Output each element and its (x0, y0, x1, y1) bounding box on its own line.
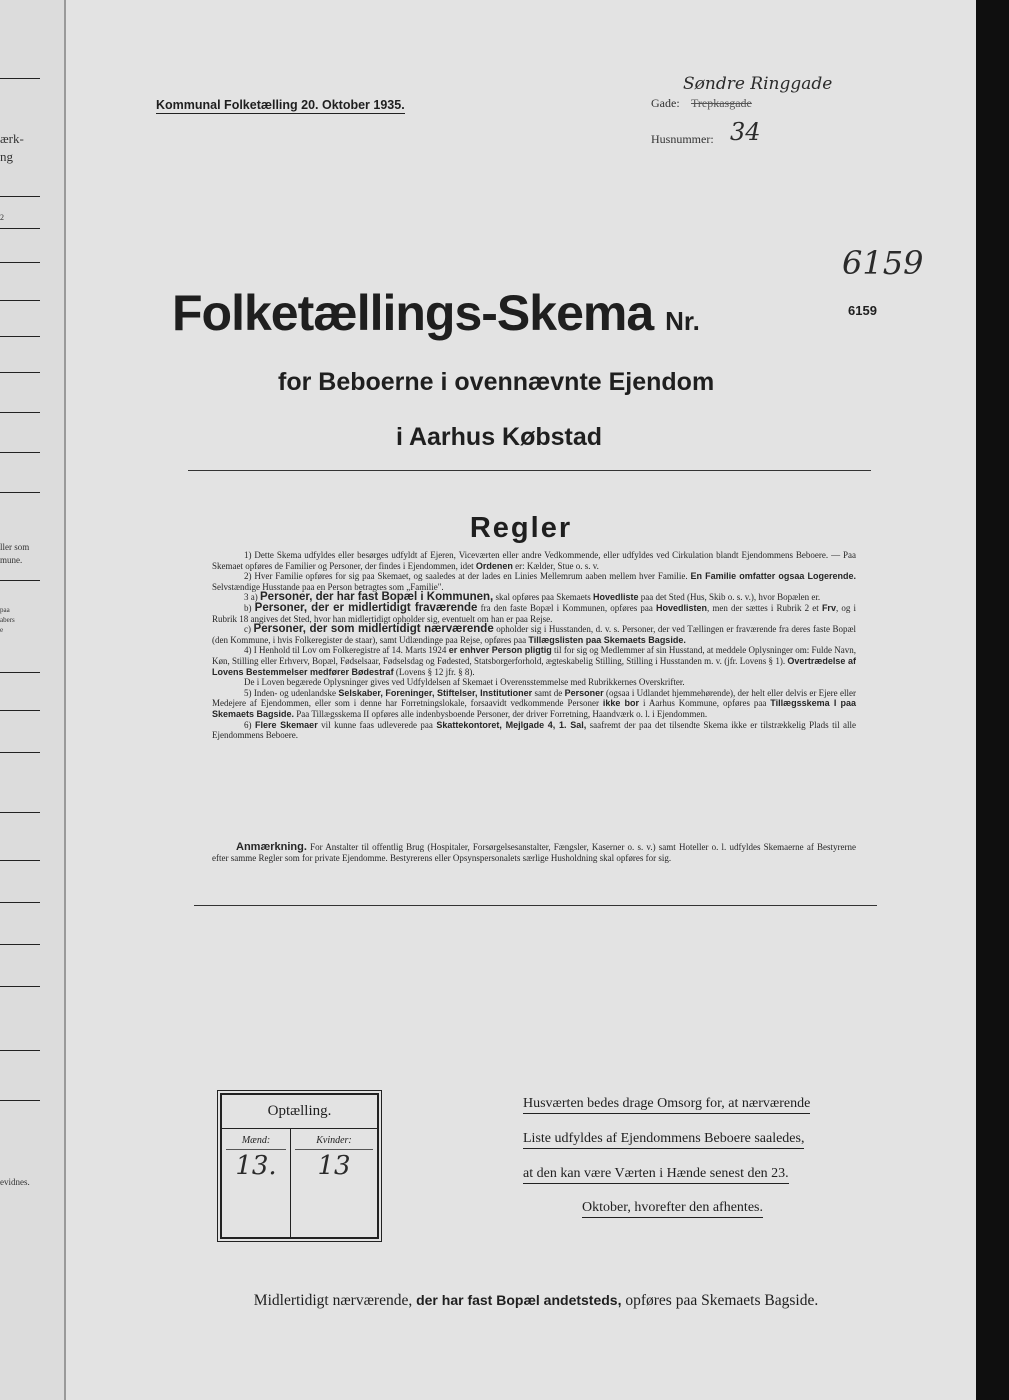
page-fragment-text: evidnes. (0, 1177, 30, 1187)
men-label: Mænd: (241, 1135, 271, 1146)
house-number-value: 34 (730, 118, 761, 146)
count-box (220, 1093, 379, 1239)
ruled-line (0, 452, 40, 453)
footer-note: Midlertidigt nærværende, der har fast Bopæl andetsteds, opføres paa Skemaets Bagside. (253, 1292, 819, 1309)
ruled-line (0, 1050, 40, 1051)
ruled-line (0, 492, 40, 493)
ruled-line (0, 262, 40, 263)
women-count: 13 (317, 1151, 351, 1181)
page-fragment-text: e (0, 626, 4, 634)
men-count: 13. (235, 1151, 277, 1181)
street-handwritten-value: Søndre Ringgade (683, 74, 833, 94)
handwritten-form-number: 6159 (842, 244, 924, 282)
adjacent-page (0, 0, 66, 1400)
ruled-line (0, 1100, 40, 1101)
ruled-line (0, 710, 40, 711)
census-form-page (66, 0, 976, 1400)
divider-line (188, 470, 871, 471)
host-notice-line-4: Oktober, hvorefter den afhentes. (582, 1200, 763, 1218)
ruled-line (0, 412, 40, 413)
street-label: Gade: (651, 96, 680, 110)
rule-3c: c) Personer, der som midlertidigt nærværende opholder sig i Husstanden, d. v. s. Personer, der ved Tællingen er fraværende fra deres faste Bopæl (den Kommune, i hvis Folkeregister de staar), samt Udlændinge paa Rejse, opføres paa Tillægslisten paa Skemaets Bagside. (212, 623, 856, 645)
page-fragment-text: ller som (0, 542, 30, 552)
divider-line (194, 905, 877, 906)
remark-note (212, 842, 856, 864)
ruled-line (0, 812, 40, 813)
host-notice-line-3: at den kan være Værten i Hænde senest den 23. (523, 1166, 789, 1184)
page-fragment-text: mune. (0, 555, 23, 565)
host-notice-line-2: Liste udfyldes af Ejendommens Beboere saaledes, (523, 1131, 804, 1149)
women-label: Kvinder: (316, 1135, 352, 1146)
rules-heading: Regler (469, 512, 573, 544)
page-fragment-text: 2 (0, 213, 4, 222)
rules-text (212, 550, 856, 741)
men-column (222, 1129, 291, 1237)
street-printed-value: Trepkasgade (691, 96, 752, 110)
ruled-line (0, 672, 40, 673)
rule-4: 4) I Henhold til Lov om Folkeregistre af 14. Marts 1924 er enhver Person pligtig til for sig og Medlemmer af sin Husstand, at meddele Oplysninger om: Fulde Navn, Køn, Stilling eller Erhverv, Bopæl, Fødselsaar, Fødselsdag og Fødested, Statsborgerforhold, ægteskabelig Stilling, Stilling i Husstanden m. v. (jfr. Lovens § 1). Overtrædelse af Lovens Bestemmelser medfører Bødestraf (Lovens § 12 jfr. § 8). (212, 645, 857, 677)
ruled-line (0, 336, 40, 337)
column-rule (226, 1149, 286, 1150)
form-title-main: Folketællings-Skema (172, 285, 654, 341)
subtitle-city: i Aarhus Købstad (396, 423, 603, 451)
rule-4-continued: De i Loven begærede Oplysninger gives ved Udfyldelsen af Skemaet i Overensstemmelse med Rubrikkernes Overskrifter. (244, 677, 685, 688)
count-title: Optælling. (222, 1095, 377, 1129)
rule-2: 2) Hver Familie opføres for sig paa Skemaet, og saaledes at der lades en Linies Mellemrum aaben mellem hver Familie. En Familie omfatter ogsaa Logerende. Selvstændige Husstande paa en Person betragtes som „Familie". (212, 571, 856, 592)
house-number-label: Husnummer: (651, 132, 714, 146)
page-fragment-text: abers (0, 616, 15, 624)
ruled-line (0, 860, 40, 861)
ruled-line (0, 300, 40, 301)
printed-form-number: 6159 (848, 303, 877, 318)
ruled-line (0, 944, 40, 945)
women-column (291, 1129, 377, 1237)
rule-1: 1) Dette Skema udfyldes eller besørges udfyldt af Ejeren, Viceværten eller andre Vedkommende, eller udfyldes ved Cirkulation blandt Ejendommens Beboere. — Paa Skemaet opføres de Familier og Personer, der findes i Ejendommen, idet Ordenen er: Kælder, Stue o. s. v. (212, 550, 856, 571)
ruled-line (0, 228, 40, 229)
rule-3a: 3 a) Personer, der har fast Bopæl i Kommunen, skal opføres paa Skemaets Hovedliste paa det Sted (Hus, Skib o. s. v.), hvor Bopælen er. (244, 591, 821, 604)
ruled-line (0, 372, 40, 373)
ruled-line (0, 986, 40, 987)
census-header: Kommunal Folketælling 20. Oktober 1935. (156, 98, 405, 112)
rule-5: 5) Inden- og udenlandske Selskaber, Foreninger, Stiftelser, Institutioner samt de Personer (ogsaa i Udlandet hjemmehørende), der helt eller delvis er Ejere eller Medejere af Ejendommen, eller som i denne har Forretningslokale, forsaavidt vedkommende Personer ikke bor i Aarhus Kommune, opføres paa Tillægsskema I paa Skemaets Bagside. Paa Tillægsskema II opføres alle indenbysboende Personer, der driver Forretning, Haandværk o. l. i Ejendommen. (212, 687, 856, 719)
rule-3b: b) Personer, der er midlertidigt fraværende fra den faste Bopæl i Kommunen, opføres paa Hovedlisten, men der sættes i Rubrik 2 et Frv, og i Rubrik 18 angives det Sted, hvor han midlertidigt opholder sig, eventuelt om han er paa Rejse. (212, 601, 856, 624)
host-notice-line-1: Husværten bedes drage Omsorg for, at nærværende (523, 1096, 810, 1114)
rule-6: 6) Flere Skemaer vil kunne faas udleverede paa Skattekontoret, Mejlgade 4, 1. Sal, saafremt der paa det tilsendte Skema ikke er tilstrækkelig Plads til alle Ejendommens Beboere. (212, 719, 857, 741)
ruled-line (0, 580, 40, 581)
column-rule (295, 1149, 373, 1150)
form-title (172, 284, 700, 342)
ruled-line (0, 78, 40, 79)
ruled-line (0, 196, 40, 197)
page-fragment-text: ærk- (0, 131, 24, 146)
ruled-line (0, 752, 40, 753)
remark-label: Anmærkning. (236, 841, 307, 853)
ruled-line (0, 902, 40, 903)
nr-label: Nr. (665, 306, 700, 336)
page-fragment-text: ng (0, 149, 13, 164)
subtitle-residents: for Beboerne i ovennævnte Ejendom (278, 368, 715, 396)
page-fragment-text: paa (0, 606, 10, 614)
scan-edge-shadow (976, 0, 1009, 1400)
remark-text: For Anstalter til offentlig Brug (Hospitaler, Forsørgelsesanstalter, Fængsler, Kaserner o. s. v.) samt Hoteller o. l. udfyldes Skemaerne af Bestyrerne efter samme Regler som for private Ejendomme. Bestyrerens eller Opsynspersonalets særlige Husholdning skal opføres for sig. (212, 842, 856, 863)
